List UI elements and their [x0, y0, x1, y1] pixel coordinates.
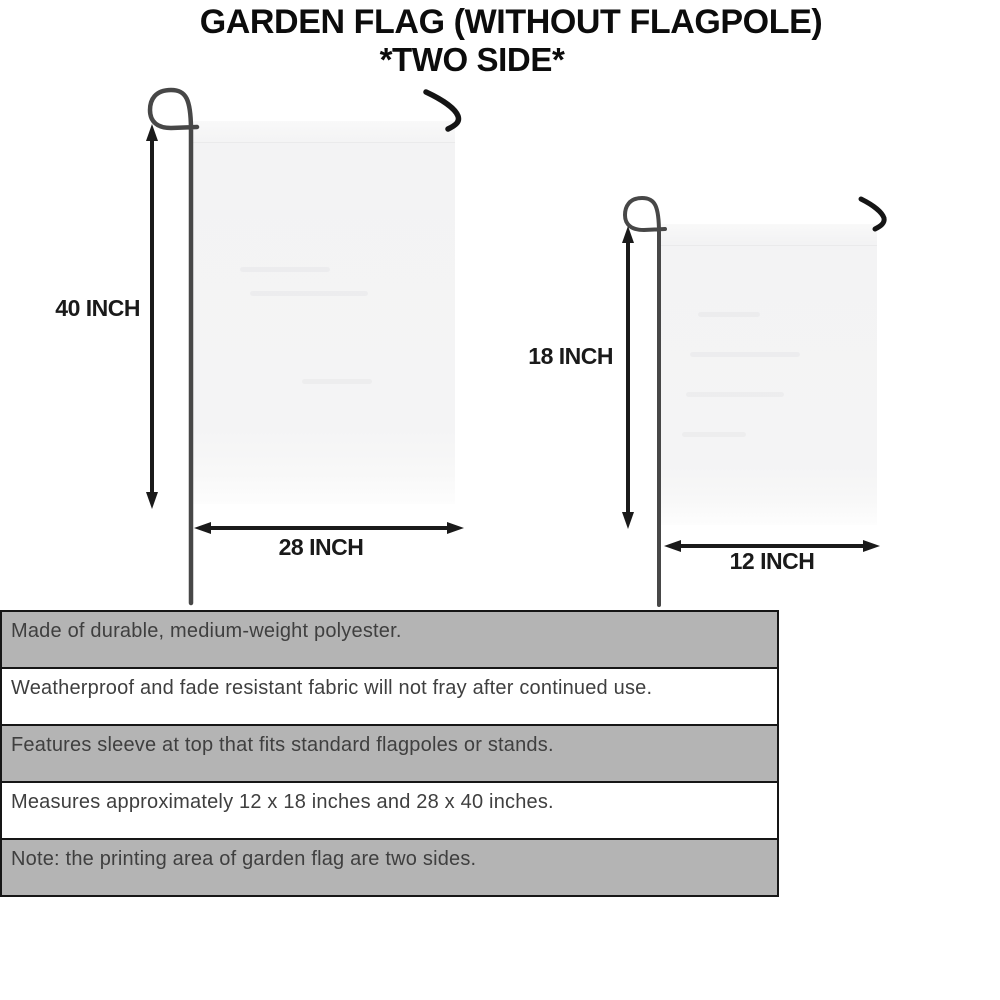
- feature-row: Made of durable, medium-weight polyester.: [0, 610, 779, 669]
- small-flag-sleeve-seam: [660, 245, 877, 246]
- fabric-crease: [240, 267, 330, 272]
- large-flagpole: [150, 90, 197, 603]
- small-flag-height-arrow: [622, 226, 634, 529]
- large-flag-height-arrow: [146, 124, 158, 509]
- feature-row: Features sleeve at top that fits standard flagpoles or stands.: [0, 724, 779, 783]
- fabric-crease: [682, 432, 746, 437]
- small-flag-fabric: [660, 224, 877, 525]
- large-flag-fabric: [192, 121, 455, 504]
- fabric-crease: [698, 312, 760, 317]
- large-flag-width-arrow: [194, 522, 464, 534]
- small-flagpole: [625, 198, 665, 605]
- large-flag-sleeve-seam: [192, 142, 455, 143]
- fabric-crease: [690, 352, 800, 357]
- fabric-crease: [686, 392, 784, 397]
- small-flag-width-label: 12 INCH: [729, 548, 815, 574]
- page-subtitle: *TWO SIDE*: [379, 41, 565, 78]
- fabric-crease: [250, 291, 368, 296]
- large-flag-height-label: 40 INCH: [55, 295, 140, 321]
- small-flag-height-label: 18 INCH: [528, 343, 613, 369]
- large-flag-width-label: 28 INCH: [278, 534, 364, 560]
- feature-row: Note: the printing area of garden flag are two sides.: [0, 838, 779, 897]
- feature-row: Measures approximately 12 x 18 inches and 28 x 40 inches.: [0, 781, 779, 840]
- feature-row: Weatherproof and fade resistant fabric will not fray after continued use.: [0, 667, 779, 726]
- page-title: GARDEN FLAG (WITHOUT FLAGPOLE): [199, 3, 823, 41]
- fabric-crease: [302, 379, 372, 384]
- feature-table: [0, 610, 779, 897]
